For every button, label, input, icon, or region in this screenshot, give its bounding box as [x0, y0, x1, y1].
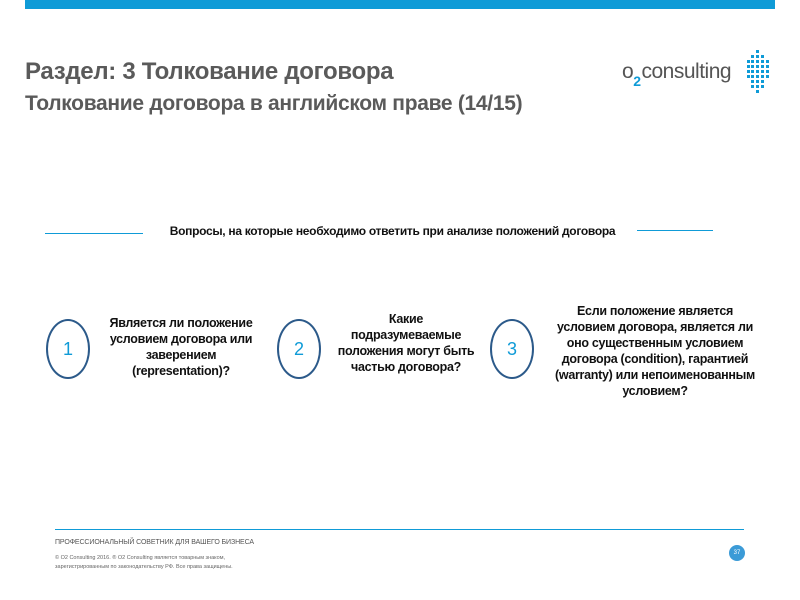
step-3-line: (warranty) или непоименованным — [555, 368, 755, 382]
footer-copyright-line: зарегистрированным по законодательству РФ. Все права защищены. — [55, 564, 233, 570]
page-subtitle: Толкование договора в английском праве (14/15) — [25, 92, 523, 115]
footer-divider — [55, 529, 744, 530]
step-3-line: оно существенным условием — [566, 336, 744, 350]
step-2-line: Какие — [388, 312, 424, 326]
page-title: Раздел: 3 Толкование договора — [25, 58, 394, 85]
footer-copyright — [55, 554, 233, 572]
question-divider-right — [637, 230, 713, 231]
step-1-circle — [46, 319, 90, 379]
step-1-line: Является ли положение — [109, 316, 253, 330]
step-3-line: условием? — [622, 384, 688, 398]
footer-copyright-line: © O2 Consulting 2016. ® O2 Consulting является товарным знаком, — [55, 555, 226, 561]
step-3-line: Если положение является — [577, 304, 733, 318]
step-2-line: частью договора? — [351, 360, 461, 374]
dot-grid-logo-icon — [746, 50, 772, 96]
step-1-line: заверением — [145, 348, 217, 362]
logo-consulting: consulting — [641, 60, 732, 83]
step-3-line: условием договора, является ли — [557, 320, 753, 334]
page-number: 37 — [733, 550, 741, 556]
step-3-circle — [490, 319, 534, 379]
step-2-text — [330, 311, 482, 375]
step-1-line: (representation)? — [132, 364, 230, 378]
logo-wordmark — [622, 60, 732, 89]
step-2-circle — [277, 319, 321, 379]
step-2-line: положения могут быть — [337, 344, 475, 358]
top-accent-bar — [25, 0, 775, 9]
step-1-number: 1 — [62, 338, 73, 359]
step-2-number: 2 — [293, 338, 304, 359]
footer-tagline: ПРОФЕССИОНАЛЬНЫЙ СОВЕТНИК ДЛЯ ВАШЕГО БИЗНЕСА — [55, 539, 254, 546]
step-2-line: подразумеваемые — [350, 328, 462, 342]
page-number-badge — [729, 545, 745, 561]
step-1-line: условием договора или — [109, 332, 253, 346]
step-3-number: 3 — [506, 338, 517, 359]
question-heading: Вопросы, на которые необходимо ответить при анализе положений договора — [169, 224, 616, 238]
logo-subscript: 2 — [633, 73, 641, 89]
logo-o: o — [622, 60, 634, 83]
step-1-text — [100, 315, 262, 379]
company-logo — [622, 50, 772, 98]
question-divider-left — [45, 233, 143, 234]
step-3-line: договора (condition), гарантией — [561, 352, 749, 366]
step-3-text — [549, 303, 761, 399]
